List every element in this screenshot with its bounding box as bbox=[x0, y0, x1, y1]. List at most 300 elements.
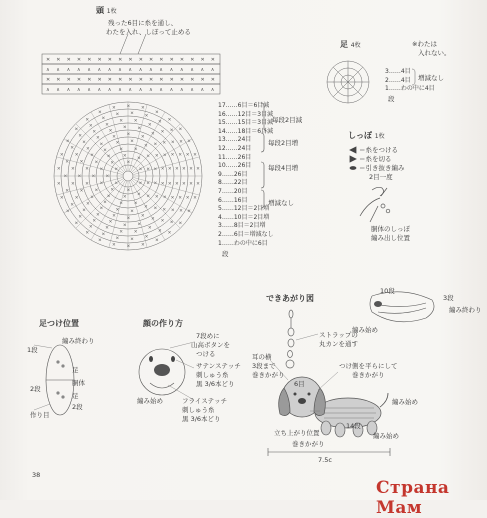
svg-text:✕: ✕ bbox=[179, 77, 185, 83]
svg-text:✕: ✕ bbox=[178, 195, 183, 201]
svg-text:✕: ✕ bbox=[97, 57, 102, 63]
head-brace-nochange: 増減なし bbox=[268, 199, 294, 207]
svg-text:∧: ∧ bbox=[190, 67, 194, 73]
finished-strap-1: ストラップの bbox=[319, 331, 358, 339]
tail-note-1: 胴体のしっぽ bbox=[371, 225, 410, 233]
head-row-8: 8……22目 bbox=[218, 179, 248, 187]
svg-text:✕: ✕ bbox=[107, 77, 113, 83]
svg-text:✕: ✕ bbox=[90, 153, 94, 159]
tail-legend-cut: ＝糸を切る bbox=[359, 155, 392, 163]
svg-text:✕: ✕ bbox=[76, 77, 82, 83]
svg-text:✕: ✕ bbox=[106, 194, 111, 200]
svg-text:✕: ✕ bbox=[130, 111, 134, 117]
svg-text:✕: ✕ bbox=[154, 153, 159, 159]
svg-text:✕: ✕ bbox=[189, 181, 193, 187]
head-row-14: 14……18目＝6目減 bbox=[218, 127, 274, 135]
face-satin-1: サテンステッチ bbox=[196, 362, 241, 370]
tail-legend-attach: ＝糸をつける bbox=[359, 146, 398, 154]
svg-text:✕: ✕ bbox=[111, 106, 116, 112]
svg-text:✕: ✕ bbox=[106, 154, 111, 160]
svg-text:✕: ✕ bbox=[185, 152, 190, 158]
svg-text:✕: ✕ bbox=[86, 146, 90, 152]
svg-text:✕: ✕ bbox=[98, 110, 102, 116]
leg-position-title: 足つけ位置 bbox=[39, 319, 79, 328]
face-fly-3: 黒 3/6本どり bbox=[182, 415, 221, 423]
page-number: 38 bbox=[32, 471, 41, 479]
svg-text:✕: ✕ bbox=[108, 220, 113, 226]
svg-text:✕: ✕ bbox=[79, 188, 84, 194]
svg-text:✕: ✕ bbox=[82, 208, 86, 214]
svg-text:✕: ✕ bbox=[170, 153, 175, 159]
foot-note-1: ※わたは bbox=[412, 40, 437, 48]
svg-text:∧: ∧ bbox=[169, 67, 174, 73]
svg-text:∧: ∧ bbox=[210, 67, 215, 73]
svg-text:✕: ✕ bbox=[115, 112, 120, 118]
leg-start: 作り目 bbox=[30, 411, 50, 419]
leg-two-a: 2段 bbox=[30, 385, 41, 393]
tail-count: 1枚 bbox=[374, 133, 385, 140]
svg-text:∧: ∧ bbox=[87, 67, 91, 73]
face-satin-3: 黒 3/6本どり bbox=[196, 380, 235, 388]
svg-text:✕: ✕ bbox=[144, 144, 148, 150]
head-brace-inc4: 毎段4目増 bbox=[268, 164, 299, 172]
leg-leg2: 足 bbox=[72, 392, 79, 400]
svg-text:✕: ✕ bbox=[110, 161, 115, 167]
svg-text:✕: ✕ bbox=[210, 77, 216, 83]
svg-text:✕: ✕ bbox=[95, 136, 100, 142]
tail-legend-dec: 2目一度 bbox=[369, 173, 393, 181]
finished-six: 6目 bbox=[294, 380, 305, 388]
svg-text:✕: ✕ bbox=[193, 196, 197, 202]
svg-text:✕: ✕ bbox=[162, 153, 167, 159]
svg-text:✕: ✕ bbox=[66, 77, 71, 83]
svg-text:✕: ✕ bbox=[146, 154, 151, 160]
svg-text:✕: ✕ bbox=[74, 221, 79, 227]
head-title-text: 頭 bbox=[96, 6, 104, 15]
leg-end: 編み終わり bbox=[62, 337, 95, 345]
svg-text:✕: ✕ bbox=[70, 202, 74, 208]
svg-text:✕: ✕ bbox=[122, 223, 127, 229]
svg-text:✕: ✕ bbox=[144, 114, 149, 120]
svg-text:∧: ∧ bbox=[97, 67, 102, 73]
svg-text:✕: ✕ bbox=[178, 127, 183, 133]
svg-text:✕: ✕ bbox=[133, 230, 138, 236]
svg-text:∧: ∧ bbox=[179, 67, 184, 73]
foot-dan-label: 段 bbox=[388, 95, 395, 103]
svg-text:✕: ✕ bbox=[190, 77, 195, 83]
svg-text:✕: ✕ bbox=[97, 77, 102, 83]
svg-text:✕: ✕ bbox=[140, 213, 145, 219]
head-count: 1枚 bbox=[106, 8, 117, 15]
svg-text:✕: ✕ bbox=[87, 77, 92, 83]
foot-note-2: 入れない。 bbox=[418, 49, 451, 57]
svg-text:✕: ✕ bbox=[86, 202, 90, 208]
svg-text:✕: ✕ bbox=[130, 237, 134, 243]
svg-text:✕: ✕ bbox=[56, 167, 61, 173]
finished-attach-2: 巻きかがり bbox=[352, 371, 385, 379]
svg-text:✕: ✕ bbox=[138, 77, 143, 83]
face-fly-2: 刺しゅう糸 bbox=[182, 406, 215, 414]
svg-text:✕: ✕ bbox=[178, 221, 183, 227]
svg-text:✕: ✕ bbox=[160, 130, 165, 136]
svg-text:✕: ✕ bbox=[170, 208, 175, 214]
svg-text:∧: ∧ bbox=[56, 67, 60, 73]
face-fly-1: フライステッチ bbox=[182, 397, 228, 405]
svg-text:✕: ✕ bbox=[159, 77, 164, 83]
head-brace-inc2: 毎段2目増 bbox=[268, 139, 299, 147]
svg-text:✕: ✕ bbox=[144, 204, 148, 210]
svg-text:✕: ✕ bbox=[137, 156, 141, 162]
svg-text:✕: ✕ bbox=[98, 238, 102, 244]
foot-brace: 増減なし bbox=[418, 74, 444, 82]
finished-crochet-start: 編み始め bbox=[392, 398, 418, 406]
svg-text:✕: ✕ bbox=[153, 167, 158, 173]
head-row-2: 2……6目＝増減なし bbox=[218, 230, 274, 238]
svg-text:✕: ✕ bbox=[65, 189, 69, 195]
svg-text:∧: ∧ bbox=[97, 87, 102, 93]
finished-width: 7.5c bbox=[318, 456, 332, 464]
svg-text:✕: ✕ bbox=[147, 226, 152, 232]
svg-text:✕: ✕ bbox=[158, 119, 162, 125]
svg-text:✕: ✕ bbox=[111, 242, 116, 248]
svg-text:∧: ∧ bbox=[149, 87, 153, 93]
leg-leg: 足 bbox=[72, 366, 79, 374]
svg-text:✕: ✕ bbox=[178, 153, 183, 159]
svg-text:∧: ∧ bbox=[128, 67, 133, 73]
head-row-9: 9……26目 bbox=[218, 170, 248, 178]
svg-text:✕: ✕ bbox=[190, 57, 195, 63]
svg-text:✕: ✕ bbox=[122, 153, 127, 159]
svg-text:✕: ✕ bbox=[56, 77, 61, 83]
svg-text:∧: ∧ bbox=[87, 87, 91, 93]
svg-text:✕: ✕ bbox=[141, 106, 145, 112]
svg-text:✕: ✕ bbox=[105, 226, 109, 232]
svg-text:✕: ✕ bbox=[115, 236, 120, 242]
svg-text:✕: ✕ bbox=[179, 139, 183, 145]
head-note-2: わたを入れ、しぼって止める bbox=[106, 28, 191, 36]
svg-text:✕: ✕ bbox=[118, 57, 123, 63]
face-title: 顔の作り方 bbox=[143, 319, 183, 328]
svg-text:✕: ✕ bbox=[70, 181, 75, 187]
svg-text:✕: ✕ bbox=[160, 167, 165, 173]
head-row-5: 5……12目＝2目増 bbox=[218, 205, 270, 213]
svg-text:✕: ✕ bbox=[133, 147, 138, 153]
svg-text:✕: ✕ bbox=[167, 117, 172, 123]
svg-text:✕: ✕ bbox=[146, 181, 151, 187]
svg-text:✕: ✕ bbox=[105, 174, 110, 180]
svg-text:✕: ✕ bbox=[140, 135, 145, 141]
watermark: Страна Мам bbox=[376, 478, 450, 518]
svg-text:∧: ∧ bbox=[66, 87, 71, 93]
ear-start: 編み始め bbox=[352, 326, 378, 334]
svg-text:∧: ∧ bbox=[107, 67, 112, 73]
svg-text:✕: ✕ bbox=[88, 123, 93, 129]
head-row-16: 16……12目＝3目減 bbox=[218, 110, 274, 118]
svg-text:✕: ✕ bbox=[107, 57, 113, 63]
svg-text:✕: ✕ bbox=[77, 174, 82, 180]
svg-text:✕: ✕ bbox=[74, 127, 79, 133]
svg-text:✕: ✕ bbox=[196, 181, 200, 187]
head-brace-dec: 毎段2目減 bbox=[272, 116, 303, 124]
svg-text:✕: ✕ bbox=[158, 229, 162, 235]
head-dan-label: 段 bbox=[222, 250, 229, 258]
svg-text:∧: ∧ bbox=[118, 67, 122, 73]
svg-text:✕: ✕ bbox=[99, 206, 104, 212]
svg-text:∧: ∧ bbox=[56, 87, 60, 93]
finished-attach-1: つけ側を平らにして bbox=[339, 362, 398, 370]
svg-text:✕: ✕ bbox=[154, 238, 159, 244]
svg-text:∧: ∧ bbox=[46, 67, 50, 73]
svg-text:✕: ✕ bbox=[90, 195, 94, 201]
svg-text:✕: ✕ bbox=[137, 126, 142, 132]
svg-text:✕: ✕ bbox=[138, 57, 143, 63]
svg-text:✕: ✕ bbox=[159, 57, 164, 63]
svg-text:✕: ✕ bbox=[74, 195, 79, 201]
head-row-11: 11……26目 bbox=[218, 153, 252, 161]
svg-text:✕: ✕ bbox=[119, 147, 124, 153]
head-note-1: 残った6目に糸を通し、 bbox=[108, 19, 178, 27]
svg-text:✕: ✕ bbox=[92, 130, 97, 136]
svg-text:✕: ✕ bbox=[85, 117, 90, 123]
svg-text:✕: ✕ bbox=[126, 216, 131, 222]
svg-text:✕: ✕ bbox=[170, 140, 175, 146]
svg-text:✕: ✕ bbox=[130, 139, 134, 145]
svg-text:∧: ∧ bbox=[200, 67, 205, 73]
svg-text:✕: ✕ bbox=[154, 195, 159, 201]
svg-text:✕: ✕ bbox=[185, 196, 190, 202]
svg-text:✕: ✕ bbox=[119, 230, 123, 236]
svg-text:✕: ✕ bbox=[196, 167, 200, 173]
svg-text:✕: ✕ bbox=[187, 139, 191, 145]
svg-text:✕: ✕ bbox=[78, 214, 83, 220]
svg-text:✕: ✕ bbox=[174, 181, 179, 187]
tail-legend-slip: ＝引き抜き編み bbox=[359, 164, 405, 172]
foot-row-3: 3……4目 bbox=[385, 68, 411, 75]
svg-text:✕: ✕ bbox=[65, 159, 69, 165]
svg-text:✕: ✕ bbox=[46, 57, 51, 63]
svg-text:✕: ✕ bbox=[65, 209, 70, 215]
svg-text:✕: ✕ bbox=[94, 160, 99, 166]
ear-ten-rows: 10段 bbox=[380, 287, 395, 295]
finished-roll: 巻きかがり bbox=[292, 440, 325, 448]
svg-text:✕: ✕ bbox=[118, 77, 123, 83]
svg-text:✕: ✕ bbox=[59, 196, 64, 202]
svg-text:✕: ✕ bbox=[66, 57, 71, 63]
svg-text:✕: ✕ bbox=[114, 181, 119, 187]
ear-three-rows: 3段 bbox=[443, 294, 454, 302]
foot-title-text: 足 bbox=[340, 40, 348, 49]
svg-text:✕: ✕ bbox=[94, 188, 99, 194]
svg-text:∧: ∧ bbox=[200, 87, 205, 93]
svg-text:✕: ✕ bbox=[79, 160, 84, 166]
finished-strap-2: 丸カンを通す bbox=[319, 340, 358, 348]
svg-text:✕: ✕ bbox=[99, 167, 104, 173]
svg-text:✕: ✕ bbox=[122, 125, 127, 131]
svg-text:✕: ✕ bbox=[146, 167, 151, 173]
svg-text:✕: ✕ bbox=[115, 141, 120, 147]
svg-text:✕: ✕ bbox=[169, 128, 174, 134]
svg-text:✕: ✕ bbox=[210, 57, 216, 63]
finished-crochet-start-2: 編み始め bbox=[373, 432, 399, 440]
head-row-15: 15……15目＝3目減 bbox=[218, 119, 274, 127]
svg-text:✕: ✕ bbox=[200, 57, 205, 63]
svg-text:✕: ✕ bbox=[110, 187, 115, 193]
svg-text:✕: ✕ bbox=[128, 77, 133, 83]
svg-text:✕: ✕ bbox=[74, 153, 79, 159]
svg-text:✕: ✕ bbox=[103, 200, 107, 206]
svg-text:✕: ✕ bbox=[169, 57, 174, 63]
face-satin-2: 刺しゅう糸 bbox=[196, 371, 229, 379]
finished-fourteen: 14段 bbox=[346, 422, 361, 430]
svg-text:✕: ✕ bbox=[126, 188, 131, 194]
svg-text:✕: ✕ bbox=[141, 242, 145, 248]
svg-text:✕: ✕ bbox=[112, 213, 116, 219]
svg-text:✕: ✕ bbox=[103, 148, 107, 154]
svg-text:✕: ✕ bbox=[70, 167, 75, 173]
svg-text:✕: ✕ bbox=[70, 146, 74, 152]
svg-text:∧: ∧ bbox=[138, 87, 143, 93]
svg-text:✕: ✕ bbox=[92, 218, 97, 224]
svg-text:✕: ✕ bbox=[122, 195, 127, 201]
svg-text:∧: ∧ bbox=[118, 87, 122, 93]
finished-ear-side-3: 巻きかがり bbox=[252, 371, 285, 379]
svg-text:∧: ∧ bbox=[149, 67, 153, 73]
leg-body: 胴体 bbox=[72, 379, 85, 387]
head-row-7: 7……20目 bbox=[218, 187, 248, 195]
face-start: 編み始め bbox=[137, 397, 163, 405]
svg-text:∧: ∧ bbox=[66, 67, 71, 73]
svg-text:✕: ✕ bbox=[138, 167, 143, 173]
face-button-3: つける bbox=[196, 350, 216, 358]
svg-text:✕: ✕ bbox=[160, 218, 165, 224]
svg-text:✕: ✕ bbox=[137, 222, 142, 228]
svg-text:✕: ✕ bbox=[167, 231, 172, 237]
foot-row-1: 1……わの中に4目 bbox=[385, 85, 435, 93]
svg-text:✕: ✕ bbox=[151, 132, 155, 138]
svg-text:✕: ✕ bbox=[160, 181, 165, 187]
svg-text:✕: ✕ bbox=[126, 160, 131, 166]
svg-text:✕: ✕ bbox=[105, 122, 109, 128]
svg-text:✕: ✕ bbox=[138, 181, 143, 187]
finished-rise: 立ち上がり位置 bbox=[274, 429, 320, 437]
svg-text:✕: ✕ bbox=[91, 174, 96, 180]
svg-text:∧: ∧ bbox=[76, 67, 81, 73]
finished-ear-side-1: 耳の横 bbox=[252, 353, 272, 361]
svg-text:✕: ✕ bbox=[149, 57, 154, 63]
leg-two-b: 2段 bbox=[72, 403, 83, 411]
svg-text:✕: ✕ bbox=[133, 118, 138, 124]
finished-ear-side-2: 3段まで bbox=[252, 362, 276, 370]
tail-title-text: しっぽ bbox=[348, 131, 372, 140]
svg-text:✕: ✕ bbox=[170, 195, 175, 201]
svg-text:✕: ✕ bbox=[162, 207, 167, 213]
tail-note-2: 編み出し位置 bbox=[371, 234, 410, 242]
svg-text:✕: ✕ bbox=[146, 194, 151, 200]
head-row-10: 10……26目 bbox=[218, 162, 252, 170]
svg-text:✕: ✕ bbox=[154, 110, 159, 116]
head-row-13: 13……24目 bbox=[218, 136, 252, 144]
svg-text:✕: ✕ bbox=[59, 152, 64, 158]
head-row-3: 3……8目＝2目増 bbox=[218, 222, 266, 230]
svg-text:∧: ∧ bbox=[46, 87, 50, 93]
svg-text:✕: ✕ bbox=[126, 244, 131, 250]
head-row-17: 17……6目＝6目減 bbox=[218, 102, 270, 109]
svg-text:✕: ✕ bbox=[189, 167, 193, 173]
svg-text:✕: ✕ bbox=[46, 77, 51, 83]
svg-text:✕: ✕ bbox=[85, 167, 89, 173]
foot-count: 4枚 bbox=[350, 42, 361, 49]
svg-text:✕: ✕ bbox=[167, 181, 172, 187]
svg-text:✕: ✕ bbox=[119, 201, 124, 207]
svg-text:∧: ∧ bbox=[210, 87, 215, 93]
svg-text:✕: ✕ bbox=[112, 135, 116, 141]
svg-text:✕: ✕ bbox=[187, 209, 191, 215]
svg-text:✕: ✕ bbox=[151, 216, 155, 222]
svg-text:✕: ✕ bbox=[87, 57, 92, 63]
svg-text:✕: ✕ bbox=[76, 57, 82, 63]
svg-text:✕: ✕ bbox=[200, 77, 205, 83]
svg-text:✕: ✕ bbox=[162, 195, 167, 201]
svg-text:✕: ✕ bbox=[169, 77, 174, 83]
svg-text:✕: ✕ bbox=[179, 209, 183, 215]
svg-text:∧: ∧ bbox=[179, 87, 184, 93]
head-row-1: 1……わの中に6目 bbox=[218, 239, 268, 247]
svg-text:✕: ✕ bbox=[128, 57, 133, 63]
svg-text:✕: ✕ bbox=[147, 122, 152, 128]
head-row-12: 12……24目 bbox=[218, 144, 252, 152]
svg-text:✕: ✕ bbox=[130, 209, 134, 215]
svg-text:∧: ∧ bbox=[76, 87, 81, 93]
svg-text:✕: ✕ bbox=[182, 181, 186, 187]
svg-text:✕: ✕ bbox=[114, 167, 119, 173]
svg-text:✕: ✕ bbox=[78, 134, 83, 140]
svg-text:✕: ✕ bbox=[119, 118, 123, 124]
svg-text:✕: ✕ bbox=[126, 104, 131, 110]
face-button-2: 山高ボタンを bbox=[191, 341, 230, 349]
face-button-1: 7段めに bbox=[196, 332, 220, 340]
svg-text:✕: ✕ bbox=[167, 167, 172, 173]
svg-text:∧: ∧ bbox=[128, 87, 133, 93]
svg-text:✕: ✕ bbox=[182, 167, 186, 173]
svg-text:✕: ✕ bbox=[179, 57, 185, 63]
svg-text:✕: ✕ bbox=[56, 57, 61, 63]
ear-end: 編み終わり bbox=[449, 306, 482, 314]
svg-text:✕: ✕ bbox=[63, 174, 68, 180]
svg-text:✕: ✕ bbox=[82, 140, 86, 146]
svg-text:✕: ✕ bbox=[144, 234, 149, 240]
svg-text:✕: ✕ bbox=[85, 181, 89, 187]
svg-text:✕: ✕ bbox=[108, 128, 113, 134]
svg-text:✕: ✕ bbox=[65, 139, 70, 145]
svg-text:∧: ∧ bbox=[138, 67, 143, 73]
svg-text:✕: ✕ bbox=[137, 192, 141, 198]
svg-text:✕: ✕ bbox=[149, 77, 154, 83]
svg-text:✕: ✕ bbox=[153, 181, 158, 187]
svg-text:✕: ✕ bbox=[88, 225, 93, 231]
svg-text:✕: ✕ bbox=[133, 201, 138, 207]
svg-text:✕: ✕ bbox=[162, 141, 167, 147]
svg-text:✕: ✕ bbox=[85, 231, 90, 237]
svg-text:✕: ✕ bbox=[169, 220, 174, 226]
head-row-6: 6……16目 bbox=[218, 196, 248, 204]
svg-text:∧: ∧ bbox=[159, 87, 163, 93]
svg-text:✕: ✕ bbox=[101, 116, 106, 122]
svg-text:✕: ✕ bbox=[153, 206, 158, 212]
svg-text:✕: ✕ bbox=[193, 152, 197, 158]
svg-text:✕: ✕ bbox=[99, 181, 104, 187]
foot-row-2: 2……4目 bbox=[385, 76, 411, 84]
svg-text:✕: ✕ bbox=[153, 142, 158, 148]
